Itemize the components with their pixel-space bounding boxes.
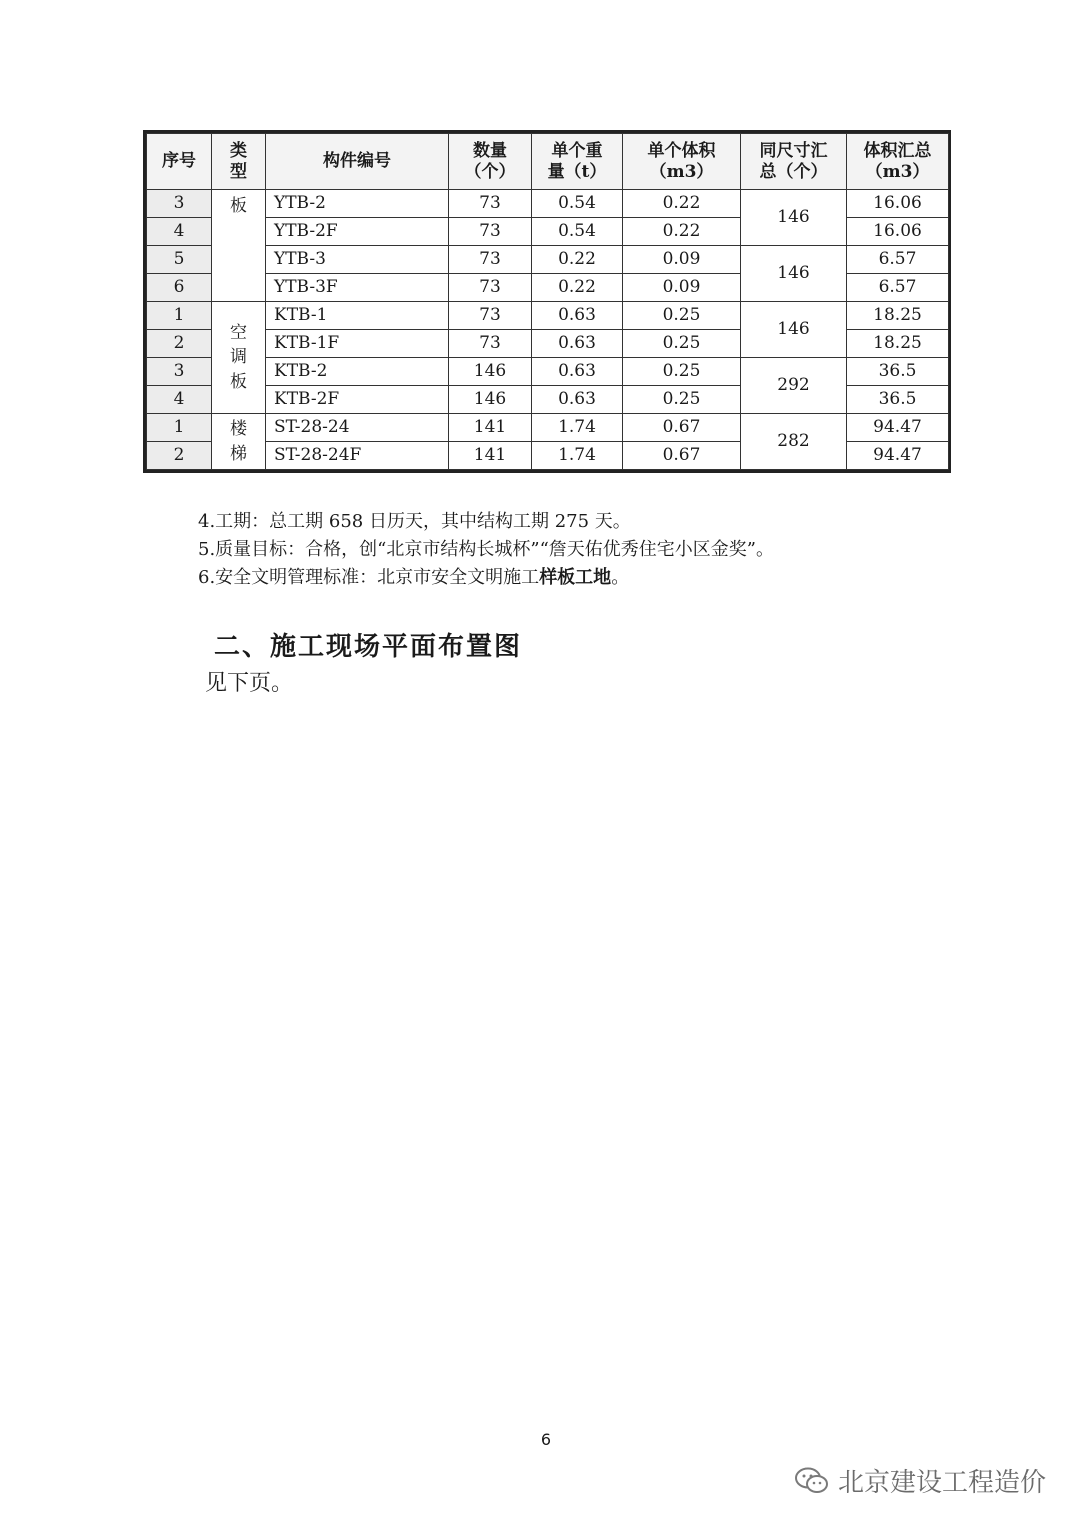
paragraph-safety — [198, 564, 629, 592]
cell-type: 楼 梯 — [212, 414, 266, 470]
cell-total-volume: 36.5 — [847, 386, 949, 414]
cell-same-size: 282 — [741, 414, 847, 470]
cell-code: KTB-2 — [266, 358, 449, 386]
cell-volume: 0.09 — [623, 246, 741, 274]
cell-type: 空 调 板 — [212, 302, 266, 414]
cell-volume: 0.22 — [623, 218, 741, 246]
cell-seq: 2 — [147, 330, 212, 358]
cell-qty: 146 — [449, 386, 532, 414]
cell-volume: 0.09 — [623, 274, 741, 302]
table-header-row — [147, 134, 949, 190]
safety-text: 6.安全文明管理标准：北京市安全文明施工 — [198, 567, 540, 588]
cell-qty: 73 — [449, 302, 532, 330]
cell-code: ST-28-24F — [266, 442, 449, 470]
cell-qty: 73 — [449, 274, 532, 302]
cell-volume: 0.25 — [623, 358, 741, 386]
header-seq: 序号 — [147, 134, 212, 190]
cell-seq: 1 — [147, 302, 212, 330]
cell-same-size: 146 — [741, 190, 847, 246]
cell-total-volume: 94.47 — [847, 414, 949, 442]
cell-qty: 141 — [449, 442, 532, 470]
cell-same-size: 292 — [741, 358, 847, 414]
cell-weight: 0.22 — [532, 274, 623, 302]
wechat-icon — [794, 1467, 830, 1495]
cell-same-size: 146 — [741, 302, 847, 358]
cell-seq: 6 — [147, 274, 212, 302]
watermark — [794, 1462, 1046, 1499]
cell-weight: 1.74 — [532, 414, 623, 442]
cell-weight: 0.54 — [532, 190, 623, 218]
cell-type: 板 — [212, 190, 266, 302]
cell-code: YTB-3F — [266, 274, 449, 302]
cell-volume: 0.22 — [623, 190, 741, 218]
cell-code: KTB-1 — [266, 302, 449, 330]
cell-seq: 1 — [147, 414, 212, 442]
cell-weight: 0.22 — [532, 246, 623, 274]
cell-weight: 0.63 — [532, 330, 623, 358]
page-number: 6 — [540, 1430, 552, 1449]
table-row — [147, 302, 949, 330]
cell-weight: 1.74 — [532, 442, 623, 470]
cell-seq: 2 — [147, 442, 212, 470]
section-heading: 二、施工现场平面布置图 — [214, 632, 523, 662]
cell-code: YTB-3 — [266, 246, 449, 274]
cell-qty: 73 — [449, 246, 532, 274]
safety-bold-text: 样板工地 — [539, 567, 612, 588]
component-table-grid — [146, 133, 949, 470]
cell-qty: 73 — [449, 218, 532, 246]
cell-code: ST-28-24 — [266, 414, 449, 442]
table-row — [147, 358, 949, 386]
header-same-size: 同尺寸汇 总（个） — [741, 134, 847, 190]
cell-code: KTB-1F — [266, 330, 449, 358]
watermark-text: 北京建设工程造价 — [837, 1468, 1046, 1498]
cell-qty: 141 — [449, 414, 532, 442]
cell-total-volume: 94.47 — [847, 442, 949, 470]
paragraph-schedule: 4.工期：总工期 658 日历天，其中结构工期 275 天。 — [198, 511, 631, 532]
cell-weight: 0.63 — [532, 386, 623, 414]
paragraph-quality: 5.质量目标：合格，创“北京市结构长城杯”“詹天佑优秀住宅小区金奖”。 — [198, 539, 774, 560]
safety-end: 。 — [611, 567, 630, 588]
header-weight: 单个重 量（t） — [532, 134, 623, 190]
cell-seq: 3 — [147, 358, 212, 386]
cell-qty: 146 — [449, 358, 532, 386]
cell-total-volume: 16.06 — [847, 190, 949, 218]
cell-seq: 3 — [147, 190, 212, 218]
table-row — [147, 414, 949, 442]
cell-same-size: 146 — [741, 246, 847, 302]
cell-seq: 4 — [147, 218, 212, 246]
cell-volume: 0.25 — [623, 386, 741, 414]
table-row — [147, 190, 949, 218]
cell-total-volume: 18.25 — [847, 330, 949, 358]
cell-code: KTB-2F — [266, 386, 449, 414]
component-table — [143, 130, 951, 473]
cell-volume: 0.25 — [623, 302, 741, 330]
cell-seq: 4 — [147, 386, 212, 414]
cell-seq: 5 — [147, 246, 212, 274]
cell-total-volume: 6.57 — [847, 274, 949, 302]
cell-weight: 0.63 — [532, 358, 623, 386]
cell-code: YTB-2F — [266, 218, 449, 246]
table-row — [147, 246, 949, 274]
cell-total-volume: 18.25 — [847, 302, 949, 330]
cell-total-volume: 6.57 — [847, 246, 949, 274]
cell-volume: 0.67 — [623, 414, 741, 442]
cell-qty: 73 — [449, 190, 532, 218]
header-code: 构件编号 — [266, 134, 449, 190]
header-volume: 单个体积 （m3） — [623, 134, 741, 190]
cell-volume: 0.25 — [623, 330, 741, 358]
section-body: 见下页。 — [205, 671, 294, 696]
header-total-volume: 体积汇总 （m3） — [847, 134, 949, 190]
cell-total-volume: 36.5 — [847, 358, 949, 386]
header-type: 类 型 — [212, 134, 266, 190]
cell-weight: 0.63 — [532, 302, 623, 330]
cell-total-volume: 16.06 — [847, 218, 949, 246]
cell-qty: 73 — [449, 330, 532, 358]
header-qty: 数量 （个） — [449, 134, 532, 190]
cell-weight: 0.54 — [532, 218, 623, 246]
cell-code: YTB-2 — [266, 190, 449, 218]
cell-volume: 0.67 — [623, 442, 741, 470]
